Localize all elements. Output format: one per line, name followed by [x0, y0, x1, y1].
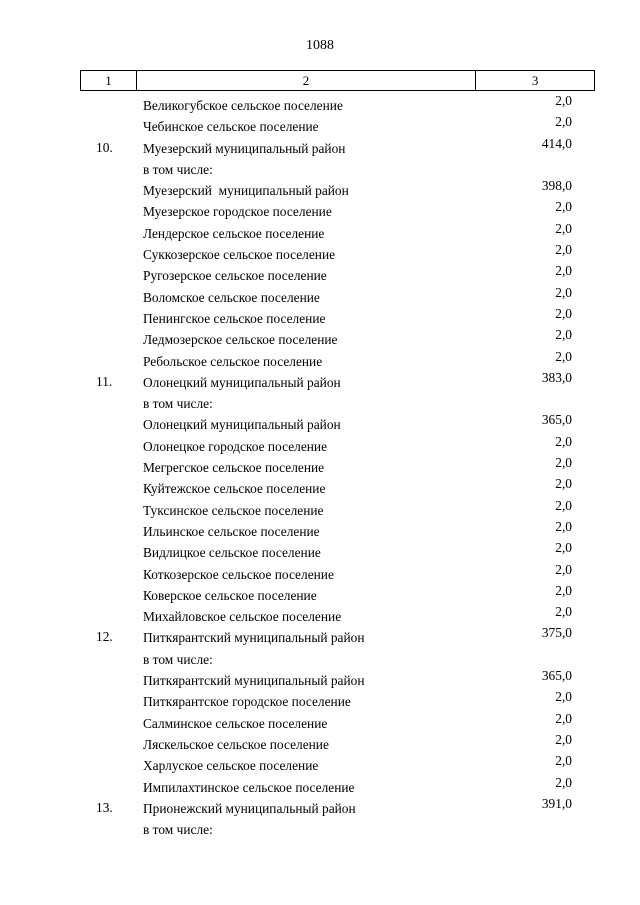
- table-row: [0, 542, 640, 563]
- row-number: 12.: [96, 629, 113, 645]
- row-value: 2,0: [555, 561, 572, 577]
- table-row: [0, 393, 640, 414]
- row-value: 2,0: [555, 540, 572, 556]
- table-row: [0, 497, 640, 521]
- row-name: Питкярантское городское поселение: [143, 694, 351, 710]
- row-name: Олонецкий муниципальный район: [143, 417, 341, 433]
- table-row: [0, 284, 640, 308]
- column-header-2: 2: [136, 71, 475, 91]
- row-name: Видлицкое сельское поселение: [143, 545, 321, 561]
- row-number: 11.: [96, 373, 113, 389]
- row-value: 2,0: [555, 433, 572, 449]
- row-name: Питкярантский муниципальный район: [143, 630, 365, 646]
- row-name: Олонецкий муниципальный район: [143, 374, 341, 390]
- row-value: 2,0: [555, 753, 572, 769]
- row-value: 365,0: [541, 668, 572, 684]
- table-row: [0, 433, 640, 457]
- table-row: [0, 180, 640, 201]
- row-name: Муезерское городское поселение: [143, 204, 332, 220]
- row-name: Пенингское сельское поселение: [143, 310, 326, 326]
- row-name: Великогубское сельское поселение: [143, 98, 343, 113]
- row-name: Коверское сельское поселение: [143, 587, 317, 603]
- row-name: Ильинское сельское поселение: [143, 523, 320, 539]
- column-header-1: 1: [81, 71, 137, 91]
- row-value: 2,0: [555, 263, 572, 279]
- row-name: Мегрегское сельское поселение: [143, 460, 325, 476]
- row-name: Ругозерское сельское поселение: [143, 268, 327, 284]
- table-row: [0, 414, 640, 435]
- table-row: [0, 201, 640, 222]
- table-row: [0, 329, 640, 350]
- row-value: 2,0: [555, 327, 572, 343]
- row-name: в том числе:: [143, 651, 213, 667]
- table-row: [0, 582, 640, 606]
- row-value: 2,0: [555, 604, 572, 620]
- row-value: 414,0: [541, 135, 572, 151]
- row-value: 2,0: [555, 518, 572, 534]
- table-row: [0, 649, 640, 670]
- row-name: Чебинское сельское поселение: [143, 119, 319, 135]
- table-row: [0, 369, 640, 393]
- row-value: 365,0: [541, 412, 572, 428]
- row-value: 2,0: [555, 689, 572, 705]
- row-value: 2,0: [555, 476, 572, 492]
- table-row: [0, 691, 640, 712]
- row-value: 2,0: [555, 774, 572, 790]
- row-name: Коткозерское сельское поселение: [143, 566, 334, 582]
- table-row: [0, 518, 640, 542]
- row-name: Харлуское сельское поселение: [143, 758, 319, 774]
- column-header-3: 3: [476, 71, 595, 91]
- row-number: 13.: [96, 799, 113, 815]
- row-name: Салминское сельское поселение: [143, 715, 328, 731]
- row-name: в том числе:: [143, 161, 213, 177]
- row-value: 2,0: [555, 305, 572, 321]
- row-number: 10.: [96, 139, 113, 155]
- table-row: [0, 220, 640, 244]
- row-value: 2,0: [555, 93, 572, 108]
- row-value: 2,0: [555, 455, 572, 471]
- row-name: Муезерский муниципальный район: [143, 140, 346, 156]
- row-value: 398,0: [541, 178, 572, 194]
- table-row: [0, 731, 640, 755]
- row-value: 2,0: [555, 114, 572, 130]
- row-value: 2,0: [555, 731, 572, 747]
- row-name: Ляскельское сельское поселение: [143, 736, 329, 752]
- table-row: [0, 135, 640, 159]
- table-row: [0, 819, 640, 840]
- row-value: 2,0: [555, 497, 572, 513]
- row-value: 2,0: [555, 199, 572, 215]
- table-row: [0, 670, 640, 691]
- row-value: 2,0: [555, 220, 572, 236]
- row-name: Куйтежское сельское поселение: [143, 481, 326, 497]
- table-row: [0, 561, 640, 585]
- table-row: [0, 795, 640, 819]
- table-row: [0, 95, 640, 116]
- row-value: 2,0: [555, 582, 572, 598]
- table-row: [0, 159, 640, 180]
- row-name: Прионежский муниципальный район: [143, 800, 356, 816]
- table-row: [0, 710, 640, 734]
- table-row: [0, 244, 640, 265]
- row-name: Ребольское сельское поселение: [143, 353, 323, 369]
- table-row: [0, 755, 640, 776]
- page-number: 1088: [306, 38, 334, 53]
- row-name: Воломское сельское поселение: [143, 289, 320, 305]
- table-row: [0, 478, 640, 499]
- row-name: в том числе:: [143, 822, 213, 838]
- row-name: Питкярантский муниципальный район: [143, 673, 365, 689]
- table-body: [0, 95, 640, 840]
- row-name: Ледмозерское сельское поселение: [143, 332, 338, 348]
- row-name: Лендерское сельское поселение: [143, 225, 325, 241]
- table-row: [0, 265, 640, 286]
- table-row: [0, 457, 640, 478]
- table-row: [0, 348, 640, 372]
- row-name: в том числе:: [143, 396, 213, 412]
- table-header: [80, 70, 595, 91]
- row-value: 391,0: [541, 795, 572, 811]
- row-value: 2,0: [555, 242, 572, 258]
- row-name: Михайловское сельское поселение: [143, 609, 342, 625]
- table-row: [0, 774, 640, 798]
- table-row: [0, 116, 640, 137]
- row-value: 2,0: [555, 284, 572, 300]
- row-name: Туксинское сельское поселение: [143, 502, 324, 518]
- row-value: 2,0: [555, 348, 572, 364]
- row-value: 375,0: [541, 625, 572, 641]
- row-name: Олонецкое городское поселение: [143, 438, 328, 454]
- table-row: [0, 606, 640, 627]
- table-row: [0, 305, 640, 329]
- row-name: Суккозерское сельское поселение: [143, 247, 336, 263]
- row-name: Муезерский муниципальный район: [143, 183, 349, 199]
- table-row: [0, 627, 640, 648]
- row-value: 383,0: [541, 369, 572, 385]
- row-name: Импилахтинское сельское поселение: [143, 779, 355, 795]
- row-value: 2,0: [555, 710, 572, 726]
